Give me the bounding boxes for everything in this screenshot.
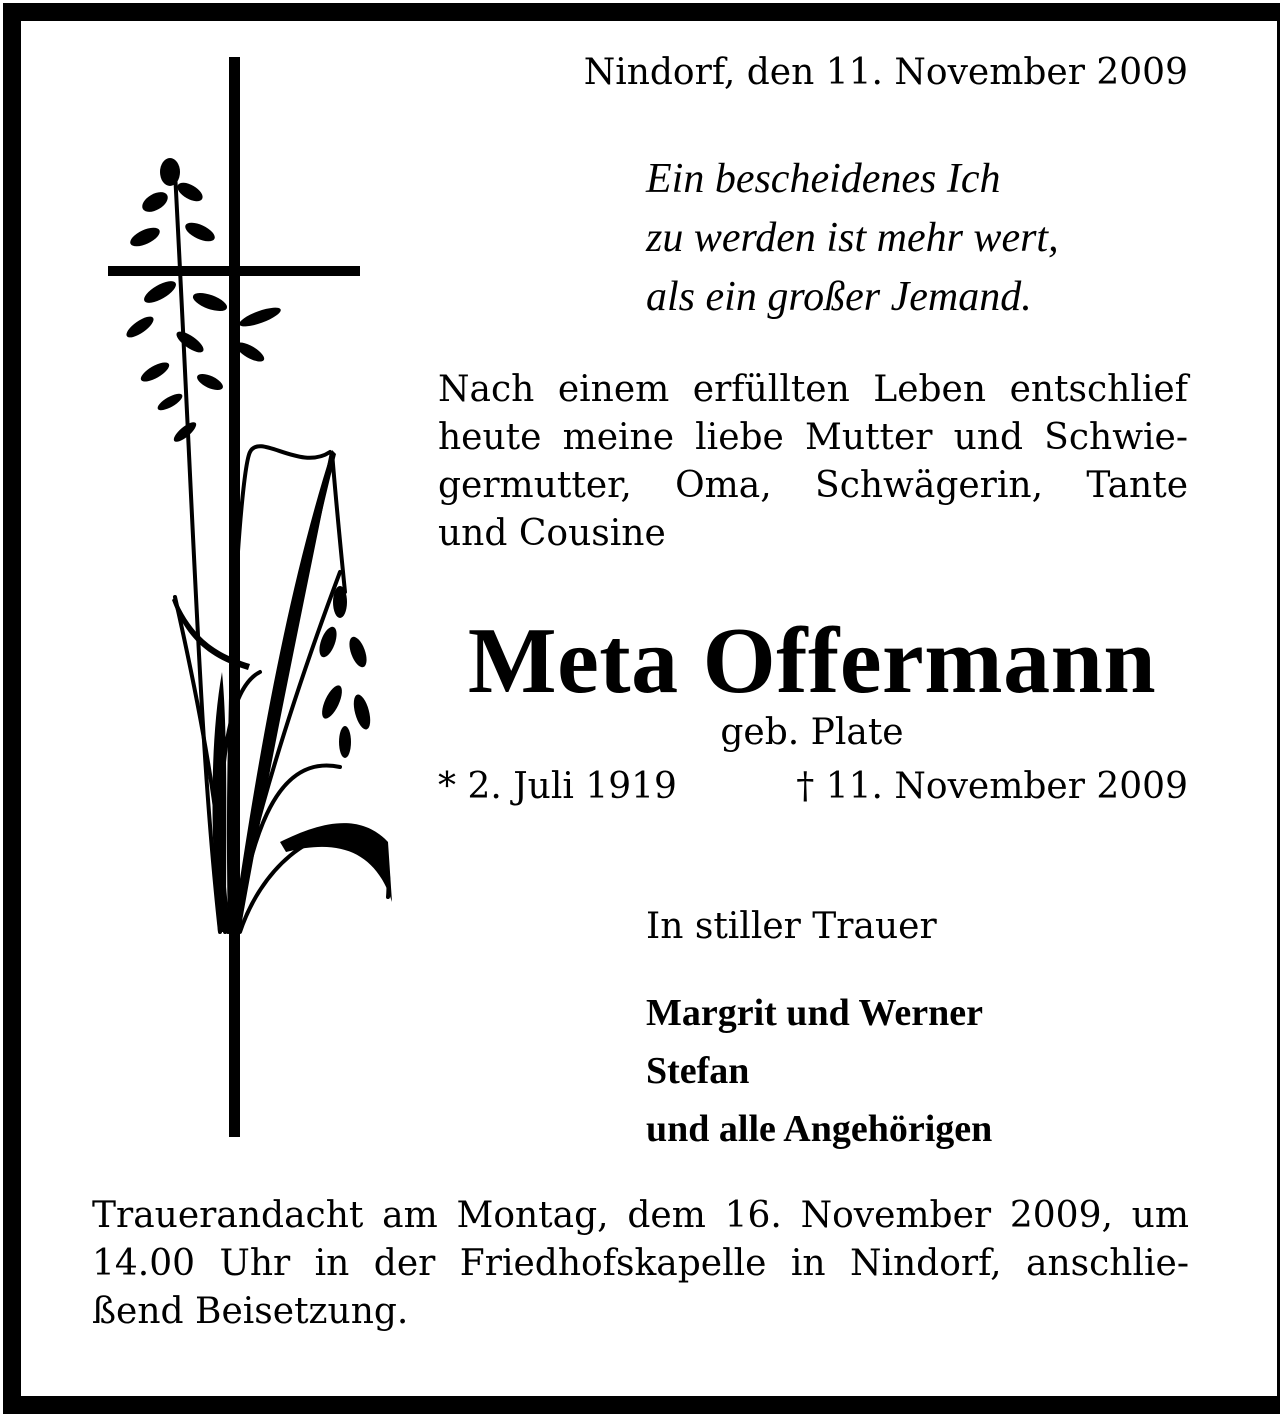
announcement-line: heute meine liebe Mutter und Schwie-: [438, 417, 1188, 458]
quote: [646, 150, 1059, 327]
quote-line: als ein großer Jemand.: [646, 274, 1032, 320]
mourner-name: Margrit und Werner: [646, 992, 984, 1034]
mourner-name: und alle Angehörigen: [646, 1108, 993, 1150]
service-line: 14.00 Uhr in der Friedhofskapelle in Nindorf, anschlie-: [92, 1243, 1189, 1284]
announcement-line: Nach einem erfüllten Leben entschlief: [438, 369, 1188, 410]
mourner-names: [646, 984, 992, 1158]
death-date: † 11. November 2009: [796, 766, 1188, 807]
cross-with-grass-icon: [100, 52, 400, 1142]
service-line: Trauerandacht am Montag, dem 16. November 2009, um: [92, 1195, 1189, 1236]
announcement-text: [438, 366, 1188, 558]
deceased-name: Meta Offermann: [467, 609, 1157, 713]
announcement-line: und Cousine: [438, 513, 666, 554]
birth-name: geb. Plate: [720, 712, 904, 753]
announcement-line: germutter, Oma, Schwägerin, Tante: [438, 465, 1188, 506]
birth-date: * 2. Juli 1919: [438, 766, 677, 807]
mourning-intro: In stiller Trauer: [646, 906, 937, 947]
mourner-name: Stefan: [646, 1050, 750, 1092]
service-notice: [92, 1192, 1189, 1336]
quote-line: Ein bescheidenes Ich: [646, 156, 1001, 202]
place-date: Nindorf, den 11. November 2009: [583, 52, 1188, 93]
service-line: ßend Beisetzung.: [92, 1291, 409, 1332]
quote-line: zu werden ist mehr wert,: [646, 215, 1059, 261]
